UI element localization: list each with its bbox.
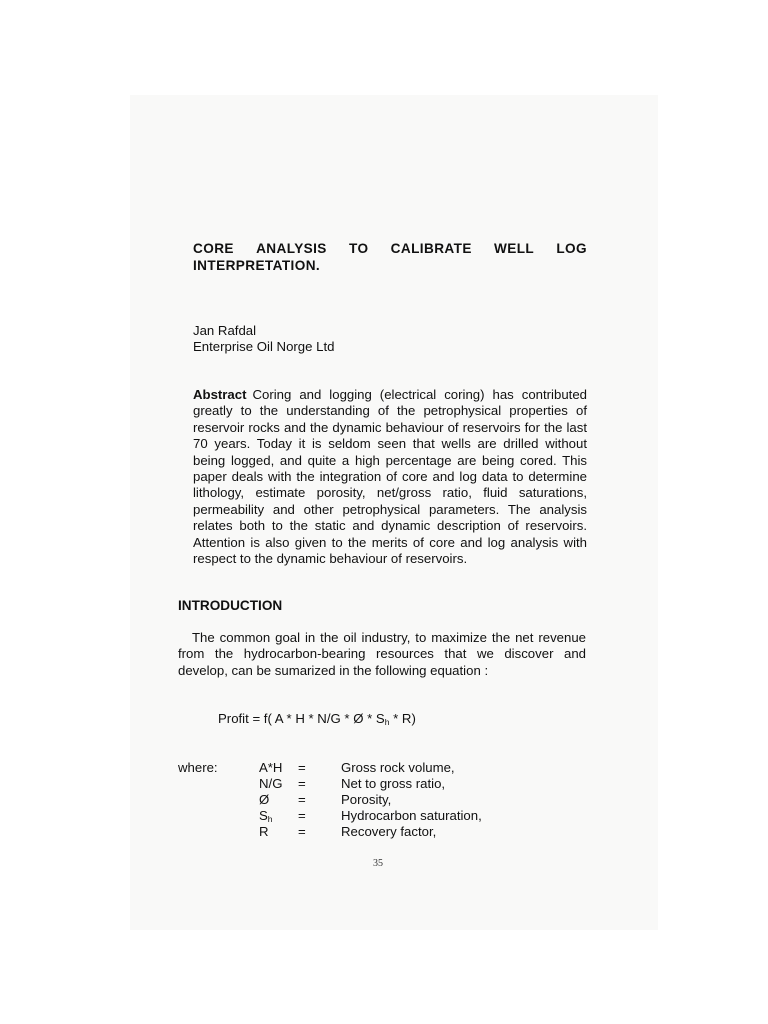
definition-row — [259, 824, 482, 840]
definition-equals: = — [298, 808, 306, 823]
page-number: 35 — [373, 858, 383, 869]
profit-equation — [218, 711, 416, 726]
section-heading-introduction: INTRODUCTION — [178, 598, 283, 613]
definition-symbol: $S_h$ — [259, 808, 273, 824]
definition-meaning: Porosity, — [341, 792, 392, 807]
equation-tail: * R) — [389, 711, 416, 726]
equation-main: Profit = f( A * H * N/G * Ø * S — [218, 711, 385, 726]
definition-equals: = — [298, 760, 306, 775]
definition-equals: = — [298, 792, 306, 807]
abstract — [193, 387, 587, 567]
definition-row — [259, 760, 482, 776]
equation-subscript: h — [384, 717, 390, 727]
title-word: LOG — [556, 241, 587, 256]
definition-meaning: Net to gross ratio, — [341, 776, 446, 791]
author-affiliation: Enterprise Oil Norge Ltd — [193, 339, 335, 355]
title-word: CORE — [193, 241, 234, 256]
definition-symbol: R — [259, 824, 269, 839]
definition-list — [259, 760, 482, 840]
definition-meaning: Hydrocarbon saturation, — [341, 808, 482, 823]
definition-equals: = — [298, 776, 306, 791]
author-name: Jan Rafdal — [193, 323, 257, 338]
definition-symbol: A*H — [259, 760, 283, 775]
abstract-label: Abstract — [193, 387, 247, 402]
definition-equals: = — [298, 824, 306, 839]
introduction-paragraph: The common goal in the oil industry, to maximize the net revenue from the hydrocarbon-bearing resources that we discover and develop, can be sumarized in the following equation : — [178, 630, 586, 678]
title-line-1 — [193, 240, 587, 257]
title-word: ANALYSIS — [256, 241, 327, 256]
definition-symbol: Ø — [259, 792, 270, 807]
where-label: where: — [178, 760, 218, 775]
abstract-text: Coring and logging (electrical coring) has contributed greatly to the understanding of the petrophysical properties of reservoir rocks and the dynamic behaviour of reservoirs for the last 70 years. Today it is seldom seen that wells are drilled without being logged, and quite a high percentage are being cored. This paper deals with the integration of core and log data to determine lithology, estimate porosity, net/gross ratio, fluid saturations, permeability and other petrophysical parameters. The analysis relates both to the static and dynamic description of reservoirs. Attention is also given to the merits of core and log analysis with respect to the dynamic behaviour of reservoirs. — [193, 387, 587, 567]
definition-symbol: N/G — [259, 776, 283, 791]
paper-title — [193, 240, 587, 274]
title-word: WELL — [494, 241, 535, 256]
definition-row — [259, 792, 482, 808]
title-line-2: INTERPRETATION. — [193, 258, 321, 273]
title-word: TO — [349, 241, 369, 256]
definition-meaning: Gross rock volume, — [341, 760, 455, 775]
author-block — [193, 323, 334, 356]
definition-row — [259, 808, 482, 824]
definition-row — [259, 776, 482, 792]
definition-meaning: Recovery factor, — [341, 824, 437, 839]
title-word: CALIBRATE — [390, 241, 472, 256]
